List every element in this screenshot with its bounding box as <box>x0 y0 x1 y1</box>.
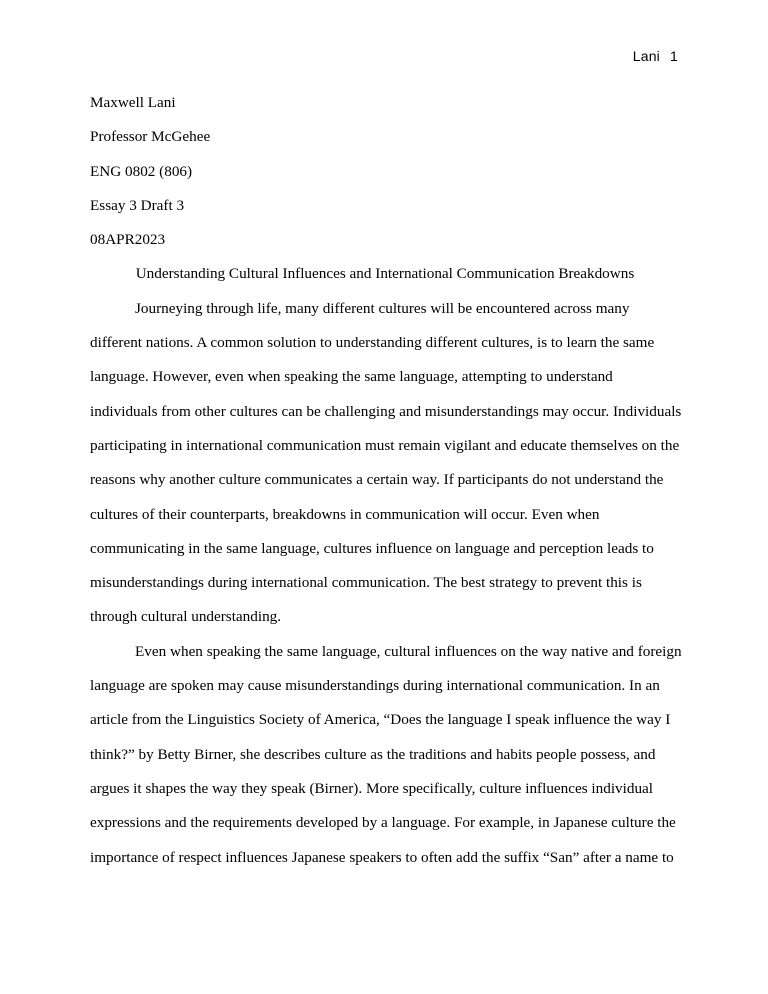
paragraph-line: cultures of their counterparts, breakdowns in communication will occur. Even when <box>90 505 600 523</box>
paragraph-line: through cultural understanding. <box>90 608 282 626</box>
paragraph-line: different nations. A common solution to understanding different cultures, is to learn the same <box>90 334 655 352</box>
heading-course: ENG 0802 (806) <box>90 162 193 180</box>
paragraph-line: communicating in the same language, cultures influence on language and perception leads to <box>90 539 654 557</box>
paragraph-line: argues it shapes the way they speak (Birner). More specifically, culture influences individual <box>90 779 654 797</box>
paragraph-line: article from the Linguistics Society of America, “Does the language I speak influence the way I <box>90 711 671 729</box>
paragraph-2 <box>90 635 680 875</box>
document-body <box>90 86 680 875</box>
heading-student-name: Maxwell Lani <box>90 94 176 111</box>
paragraph-line: importance of respect influences Japanese speakers to often add the suffix “San” after a name to <box>90 848 674 866</box>
paragraph-line: think?” by Betty Birner, she describes culture as the traditions and habits people possess, and <box>90 745 656 763</box>
paragraph-line: Journeying through life, many different cultures will be encountered across many <box>135 299 630 317</box>
paragraph-line: Even when speaking the same language, cultural influences on the way native and foreign <box>135 642 682 660</box>
paragraph-1 <box>90 292 680 635</box>
paragraph-line: reasons why another culture communicates a certain way. If participants do not understand the <box>90 471 664 489</box>
paragraph-line: language. However, even when speaking the same language, attempting to understand <box>90 368 613 386</box>
paragraph-line: expressions and the requirements developed by a language. For example, in Japanese culture the <box>90 814 676 832</box>
heading-date: 08APR2023 <box>90 231 166 249</box>
paragraph-line: language are spoken may cause misunderstandings during international communication. In an <box>90 677 660 695</box>
paragraph-line: individuals from other cultures can be challenging and misunderstandings may occur. Individuals <box>90 402 682 420</box>
essay-title: Understanding Cultural Influences and International Communication Breakdowns <box>135 265 635 283</box>
heading-assignment: Essay 3 Draft 3 <box>90 196 185 214</box>
header-surname: Lani <box>632 48 660 64</box>
header-page-number: 1 <box>670 48 678 64</box>
paragraph-line: misunderstandings during international communication. The best strategy to prevent this is <box>90 574 642 592</box>
paragraph-line: participating in international communication must remain vigilant and educate themselves on the <box>90 436 680 454</box>
heading-instructor: Professor McGehee <box>90 128 211 146</box>
running-header <box>633 48 678 64</box>
